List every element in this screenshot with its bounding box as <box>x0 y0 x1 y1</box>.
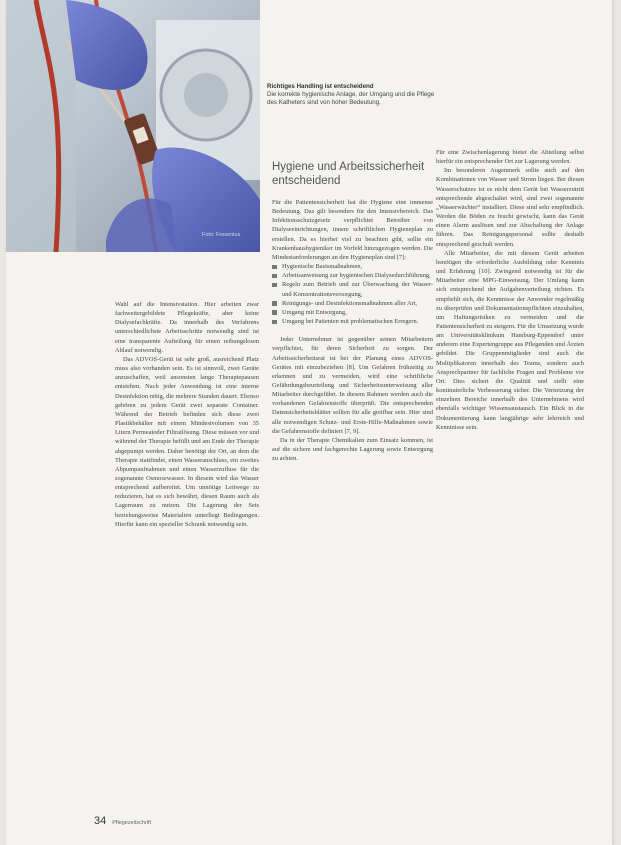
list-item: Umgang mit Entsorgung, <box>272 308 433 317</box>
caption-text: Die korrekte hygienische Anlage, der Umgang und die Pflege des Katheters sind von hoher Bedeutung. <box>267 91 435 107</box>
left-paragraph-1: Wahl auf die Intensivstation. Hier arbeiten zwar fachweitergebildete Pflegekräfte, aber keine Dialysefachkräfte. Da innerhalb des Verfahrens unterschiedlichste Arbeitsschritte notwendig sind ist eine transparente Aufteilung für einen reibungslosen Ablauf notwendig. <box>115 301 259 354</box>
magazine-page <box>6 0 612 845</box>
page-number: 34 <box>94 815 107 827</box>
right-column <box>436 148 584 432</box>
magazine-name: Pflegezeitschrift <box>112 820 152 826</box>
left-column <box>115 300 259 529</box>
photo-dialysis-hands-icon <box>6 0 260 252</box>
list-item: Umgang bei Patienten mit problematischen Erregern. <box>272 317 433 326</box>
photo-credit: Foto: Fresenius <box>202 232 241 238</box>
mid-paragraph-1: Jeder Unternehmer ist gegenüber seinen Mitarbeitern verpflichtet, für deren Sicherheit zu sorgen. Der Arbeitssicherheitsrat ist bei der Planung eines ADVOS-Gerätes mit einzubeziehen [8]. Um Gefahren frühzeitig zu erkennen und zu vermeiden, wird eine schriftliche Gefährdungsbeurteilung und Sicherheitsunterweisung aller Mitarbeiter durchgeführt. In diesem Rahmen werden auch die vorhandenen Gefahrenstoffe überprüft. Die entsprechenden Datensicherheitsblätter sollten für alle greifbar sein. Hier sind alle notwendigen Schutz- und Erste-Hilfe-Maßnahmen sowie die Gefahrenstoffe definiert [7, 9]. <box>272 336 433 435</box>
list-item: Arbeitsanweisung zur hygienischen Dialysedurchführung, <box>272 271 433 280</box>
list-item: Regeln zum Betrieb und zur Überwachung der Wasser- und Konzentrationsversorgung, <box>272 280 433 298</box>
mid-paragraph-2: Da in der Therapie Chemikalien zum Einsatz kommen, ist auf die sichere und fachgerechte Lagerung sowie Entsorgung zu achten. <box>272 436 433 463</box>
list-item: Hygienische Basismaßnahmen, <box>272 262 433 271</box>
mid-intro: Für die Patientensicherheit hat die Hygiene eine immense Bedeutung. Das gilt besonders für den Intensivbereich. Das Infektionsschutzgesetz verpflichtet Betreiber von Dialyseeinrichtungen, innere schriftlichen Hygieneplan zu erstellen. Da es hierbei viel zu beachten gibt, sollte ein Krankenhaushygieniker im Vorfeld hinzugezogen werden. Die Mindestanforderungen an den Hygieneplan sind [7]: <box>272 199 433 261</box>
page-footer <box>94 815 151 829</box>
caption-title: Richtiges Handling ist entscheidend <box>267 83 374 90</box>
middle-column <box>272 198 433 463</box>
right-paragraph-1: Für eine Zwischenlagerung bietet die Abteilung selbst hierfür ein entsprechender Ort zur Lagerung werden. <box>436 149 584 166</box>
left-paragraph-2: Das ADVOS-Gerät ist sehr groß, ausreichend Platz muss also vorhanden sein. Es ist sinnvoll, zwei Geräte anzuschaffen, weil ansonsten lange Therapiepausen entstehen. Nach jeder Anwendung ist eine interne Desinfektion nötig, die mehrere Stunden dauert. Ebenso gehören zu jedem Gerät zwei separate Container. Während der Betrieb befinden sich diese zwei Plastikbehälter mit einem Mindestvolumen von 35 Litern Permeatoder Filtratlösung. Diese müssen vor und während der Therapie befüllt und am Ende der Therapie abgepumpt werden. Daher benötigt der Ort, an dem die Therapie stattfindet, einen Wasseranschluss, ein zweites Abpumpaufnahmen und einen Wasserzufluss für die sogenannte Osmosewasser. In diesem wird das Wasser entsprechend aufbereitet. Um unnötige Leitwege zu reduzieren, hat es sich bewährt, diesen Raum auch als Lagerraum zu nutzen. Die Lagerung der Sets beziehungsweise Materialien unterliegt Bedingungen. Hierfür kann ein spezieller Schrank notwendig sein. <box>115 355 259 528</box>
right-paragraph-3: Alle Mitarbeiter, die mit diesem Gerät arbeiten benötigen die erforderliche Ausbildung oder Kenntnis und Erfahrung [10]. Zwingend notwendig ist für die Mitarbeiter eine MPG-Einweisung. Der Umfang kann sich entsprechend der Aufgabenverteilung richten. Es empfiehlt sich, die Kenntnisse der Anwender regelmäßig zu überprüfen und Dokumentationspflichten einzuhalten, um Haftungsrisiken zu vermeiden und die Patientensicherheit zu steigern. Für die Umsetzung wurde am Universitätsklinikum Hamburg-Eppendorf unter anderem eine Expertengruppe aus Pflegenden und Ärzten gebildet. Die Gruppenmitglieder sind auch die Multiplikatoren innerhalb des Teams, sondern auch Ansprechpartner für fachliche Fragen und Probleme vor Ort. Dies sichert die Qualität und stellt eine kontinuierliche Verbesserung sicher. Die Vernetzung der einzelnen Bereiche innerhalb des Unternehmens wird ebenfalls wichtiger Wissensaustausch. Ein Blick in die Dokumentierung kann langjährige sehr lehrreich und Kenntnisse sein. <box>436 249 584 431</box>
hygiene-requirements-list <box>272 262 433 326</box>
section-heading: Hygiene und Arbeitssicherheit entscheidend <box>272 161 425 187</box>
list-item: Reinigungs- und Desinfektionsmaßnahmen aller Art, <box>272 299 433 308</box>
right-paragraph-2: Im besonderen Augenmerk sollte auch auf den Kombinationen von Wasser und Strom liegen. Bei diesen Wasserschutzes ist es nicht dem Gerät bei Wasserzutritt entsprechende abgeschaltet wird, sind zwei sogenannte „Wasserwächter“ installiert. Diese sind sehr empfindlich. Werden die Böden zu feucht gewischt, kann das Gerät einen Alarm auslösen und zur Abschaltung der Anlage führen. Das Reinigungspersonal sollte deshalb entsprechend geschult werden. <box>436 167 584 248</box>
photo-dialysis-hands <box>6 0 260 252</box>
photo-caption <box>267 83 442 108</box>
